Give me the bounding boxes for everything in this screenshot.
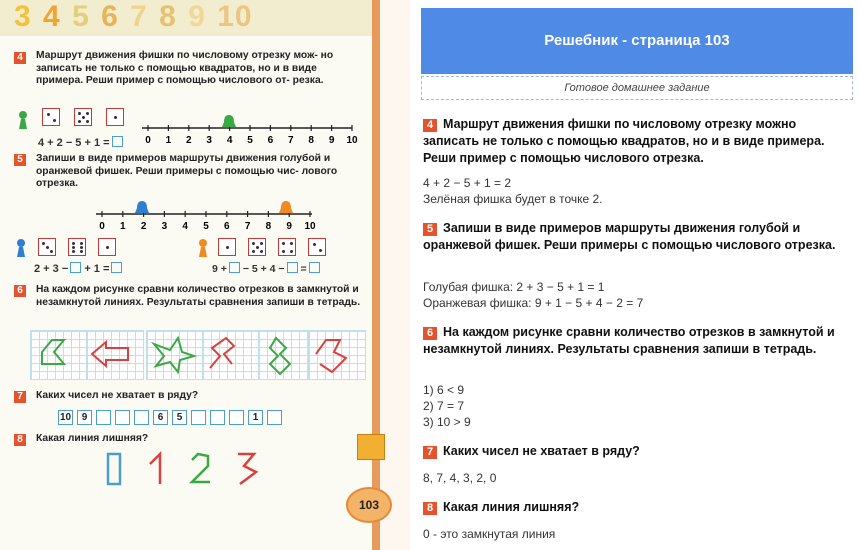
sequence-box bbox=[229, 410, 244, 425]
number-line-label: 9 bbox=[286, 221, 292, 232]
task4-equation-text: 4 + 2 − 5 + 1 = bbox=[38, 137, 110, 149]
page-margin bbox=[380, 0, 410, 550]
mascot-icon bbox=[357, 434, 385, 460]
sequence-box bbox=[210, 410, 225, 425]
sequence-box bbox=[96, 410, 111, 425]
task6-number-badge: 6 bbox=[423, 327, 437, 340]
number-line-label: 10 bbox=[346, 135, 358, 146]
number-line-label: 7 bbox=[244, 221, 251, 232]
answer-box bbox=[287, 262, 298, 273]
dice-1 bbox=[98, 238, 116, 256]
number-line-label: 3 bbox=[206, 135, 212, 146]
task6-answer-line: 1) 6 < 9 bbox=[423, 383, 465, 397]
number-line-label: 8 bbox=[265, 221, 272, 232]
sequence-box: 9 bbox=[77, 410, 92, 425]
closed-line-figure bbox=[34, 334, 84, 376]
equation-text: − 5 + 4 − bbox=[242, 263, 285, 275]
sequence-box: 5 bbox=[172, 410, 187, 425]
page-title-banner: Решебник - страница 103 bbox=[421, 8, 853, 74]
dice-1 bbox=[218, 238, 236, 256]
orange-chip-icon bbox=[196, 238, 210, 258]
task8-title bbox=[423, 499, 853, 516]
open-line-figure bbox=[88, 334, 138, 376]
task4-number-badge: 4 bbox=[423, 119, 437, 132]
number-line-label: 2 bbox=[186, 135, 192, 146]
task4-answer-line: 4 + 2 − 5 + 1 = 2 bbox=[423, 176, 512, 190]
task4-text: Маршрут движения фишки по числовому отрезку мож- но записать не только с помощью квадратов, но и в виде примера. Реши пример с помощью числового от- резка. bbox=[36, 50, 334, 87]
blue-chip-icon bbox=[14, 238, 28, 258]
task6-answer-line: 3) 10 > 9 bbox=[423, 415, 471, 429]
number-line-label: 5 bbox=[203, 221, 209, 232]
number-line-label: 4 bbox=[226, 135, 233, 146]
header-digits bbox=[14, 0, 255, 34]
open-line-figure bbox=[204, 334, 254, 376]
number-line-label: 2 bbox=[140, 221, 147, 232]
blue-chip-icon bbox=[135, 201, 149, 213]
task5-answer-line: Оранжевая фишка: 9 + 1 − 5 + 4 − 2 = 7 bbox=[423, 296, 644, 310]
task8-answer-line: 0 - это замкнутая линия bbox=[423, 527, 556, 541]
task6-title-text: На каждом рисунке сравни количество отрезков в замкнутой и незамкнутой линиях. Результаты сравнения запиши в тетрадь. bbox=[423, 325, 835, 356]
lines-figure bbox=[100, 448, 270, 490]
header-digit: 5 bbox=[72, 0, 90, 33]
equation-text: 2 + 3 − bbox=[34, 263, 69, 275]
number-line-label: 7 bbox=[288, 135, 294, 146]
sequence-box: 1 bbox=[248, 410, 263, 425]
number-line-label: 5 bbox=[247, 135, 253, 146]
task5-title-text: Запиши в виде примеров маршруты движения голубой и оранжевой фишек. Реши примеры с помощью числового отрезка. bbox=[423, 221, 836, 252]
sequence-box bbox=[267, 410, 282, 425]
sequence-box bbox=[134, 410, 149, 425]
page-header-band bbox=[0, 0, 380, 36]
number-line-label: 6 bbox=[224, 221, 230, 232]
answer-box bbox=[111, 262, 122, 273]
task8-text: Какая линия лишняя? bbox=[36, 433, 149, 444]
header-digit: 8 bbox=[159, 0, 177, 33]
task8-badge: 8 bbox=[14, 434, 26, 446]
task5-answer-line: Голубая фишка: 2 + 3 − 5 + 1 = 1 bbox=[423, 280, 605, 294]
task7-number-badge: 7 bbox=[423, 446, 437, 459]
solution-panel bbox=[421, 0, 853, 550]
task7-title-text: Каких чисел не хватает в ряду? bbox=[443, 444, 640, 458]
dice-5 bbox=[74, 108, 92, 126]
number-line-label: 3 bbox=[161, 221, 168, 232]
number-line-2 bbox=[92, 196, 320, 232]
page-margin-stripe bbox=[372, 0, 380, 550]
green-chip-icon bbox=[222, 115, 236, 127]
number-line-label: 10 bbox=[304, 221, 316, 232]
number-line-1 bbox=[138, 108, 360, 150]
open-line-three bbox=[238, 454, 256, 484]
header-digit: 3 bbox=[14, 0, 32, 33]
task6-answer-line: 2) 7 = 7 bbox=[423, 399, 465, 413]
task7-answer-line: 8, 7, 4, 3, 2, 0 bbox=[423, 471, 497, 485]
task8-title-text: Какая линия лишняя? bbox=[443, 500, 580, 514]
dice-2 bbox=[308, 238, 326, 256]
header-digit: 6 bbox=[101, 0, 119, 33]
number-line-label: 4 bbox=[182, 221, 188, 232]
header-digit: 10 bbox=[217, 0, 253, 33]
sequence-box: 6 bbox=[153, 410, 168, 425]
task4-equation bbox=[38, 136, 123, 149]
number-line-label: 0 bbox=[145, 135, 151, 146]
open-line-one bbox=[150, 454, 160, 484]
dice-2 bbox=[42, 108, 60, 126]
answer-box bbox=[70, 262, 81, 273]
task6-title bbox=[423, 324, 853, 358]
number-line-label: 6 bbox=[267, 135, 274, 146]
equation-text: + 1 = bbox=[84, 263, 110, 275]
task7-title bbox=[423, 443, 853, 460]
sequence-box bbox=[115, 410, 130, 425]
sequence-box: 10 bbox=[59, 412, 72, 423]
dice-1 bbox=[106, 108, 124, 126]
answer-box bbox=[229, 262, 240, 273]
dice-4 bbox=[278, 238, 296, 256]
number-line-label: 1 bbox=[120, 221, 126, 232]
task6-badge: 6 bbox=[14, 285, 26, 297]
sequence-box bbox=[191, 410, 206, 425]
answer-box bbox=[112, 136, 123, 147]
page-number-badge: 103 bbox=[346, 487, 392, 523]
task5-orange-equation bbox=[212, 262, 320, 275]
closed-line-figure bbox=[148, 334, 198, 376]
closed-line-figure bbox=[260, 334, 310, 376]
task4-answer-line: Зелёная фишка будет в точке 2. bbox=[423, 192, 603, 206]
dice-5 bbox=[248, 238, 266, 256]
header-digit: 7 bbox=[130, 0, 148, 33]
textbook-page-image bbox=[0, 0, 410, 550]
equation-text: 9 + bbox=[212, 263, 227, 275]
page-subtitle: Готовое домашнее задание bbox=[421, 76, 853, 100]
orange-chip-icon bbox=[279, 201, 293, 213]
task4-title-text: Маршрут движения фишки по числовому отрезку можно записать не только с помощью квадратов, но и в виде примера. Реши пример с помощью числового отрезка. bbox=[423, 117, 825, 165]
open-line-two bbox=[192, 454, 210, 482]
dice-6 bbox=[68, 238, 86, 256]
number-line-label: 9 bbox=[328, 135, 335, 146]
number-line-label: 8 bbox=[308, 135, 314, 146]
task5-blue-equation bbox=[34, 262, 122, 275]
task6-text: На каждом рисунке сравни количество отрезков в замкнутой и незамкнутой линиях. Результаты сравнения запиши в тетрадь. bbox=[36, 284, 361, 308]
answer-box bbox=[309, 262, 320, 273]
header-digit: 4 bbox=[43, 0, 61, 33]
open-line-figure bbox=[310, 334, 360, 376]
task7-text: Каких чисел не хватает в ряду? bbox=[36, 390, 199, 401]
header-digit: 9 bbox=[188, 0, 206, 33]
number-line-label: 0 bbox=[99, 221, 105, 232]
task4-badge: 4 bbox=[14, 52, 26, 64]
task5-badge: 5 bbox=[14, 154, 26, 166]
green-chip-icon bbox=[16, 110, 30, 130]
task7-badge: 7 bbox=[14, 391, 26, 403]
task5-title bbox=[423, 220, 853, 254]
task4-title bbox=[423, 116, 853, 167]
number-line-label: 1 bbox=[165, 135, 172, 146]
task8-number-badge: 8 bbox=[423, 502, 437, 515]
equation-text: = bbox=[300, 263, 307, 275]
dice-3 bbox=[38, 238, 56, 256]
task5-number-badge: 5 bbox=[423, 223, 437, 236]
task5-text: Запиши в виде примеров маршруты движения голубой и оранжевой фишек. Реши примеры с помощью чис- лового отрезка. bbox=[36, 153, 338, 190]
closed-line-zero bbox=[108, 454, 120, 484]
